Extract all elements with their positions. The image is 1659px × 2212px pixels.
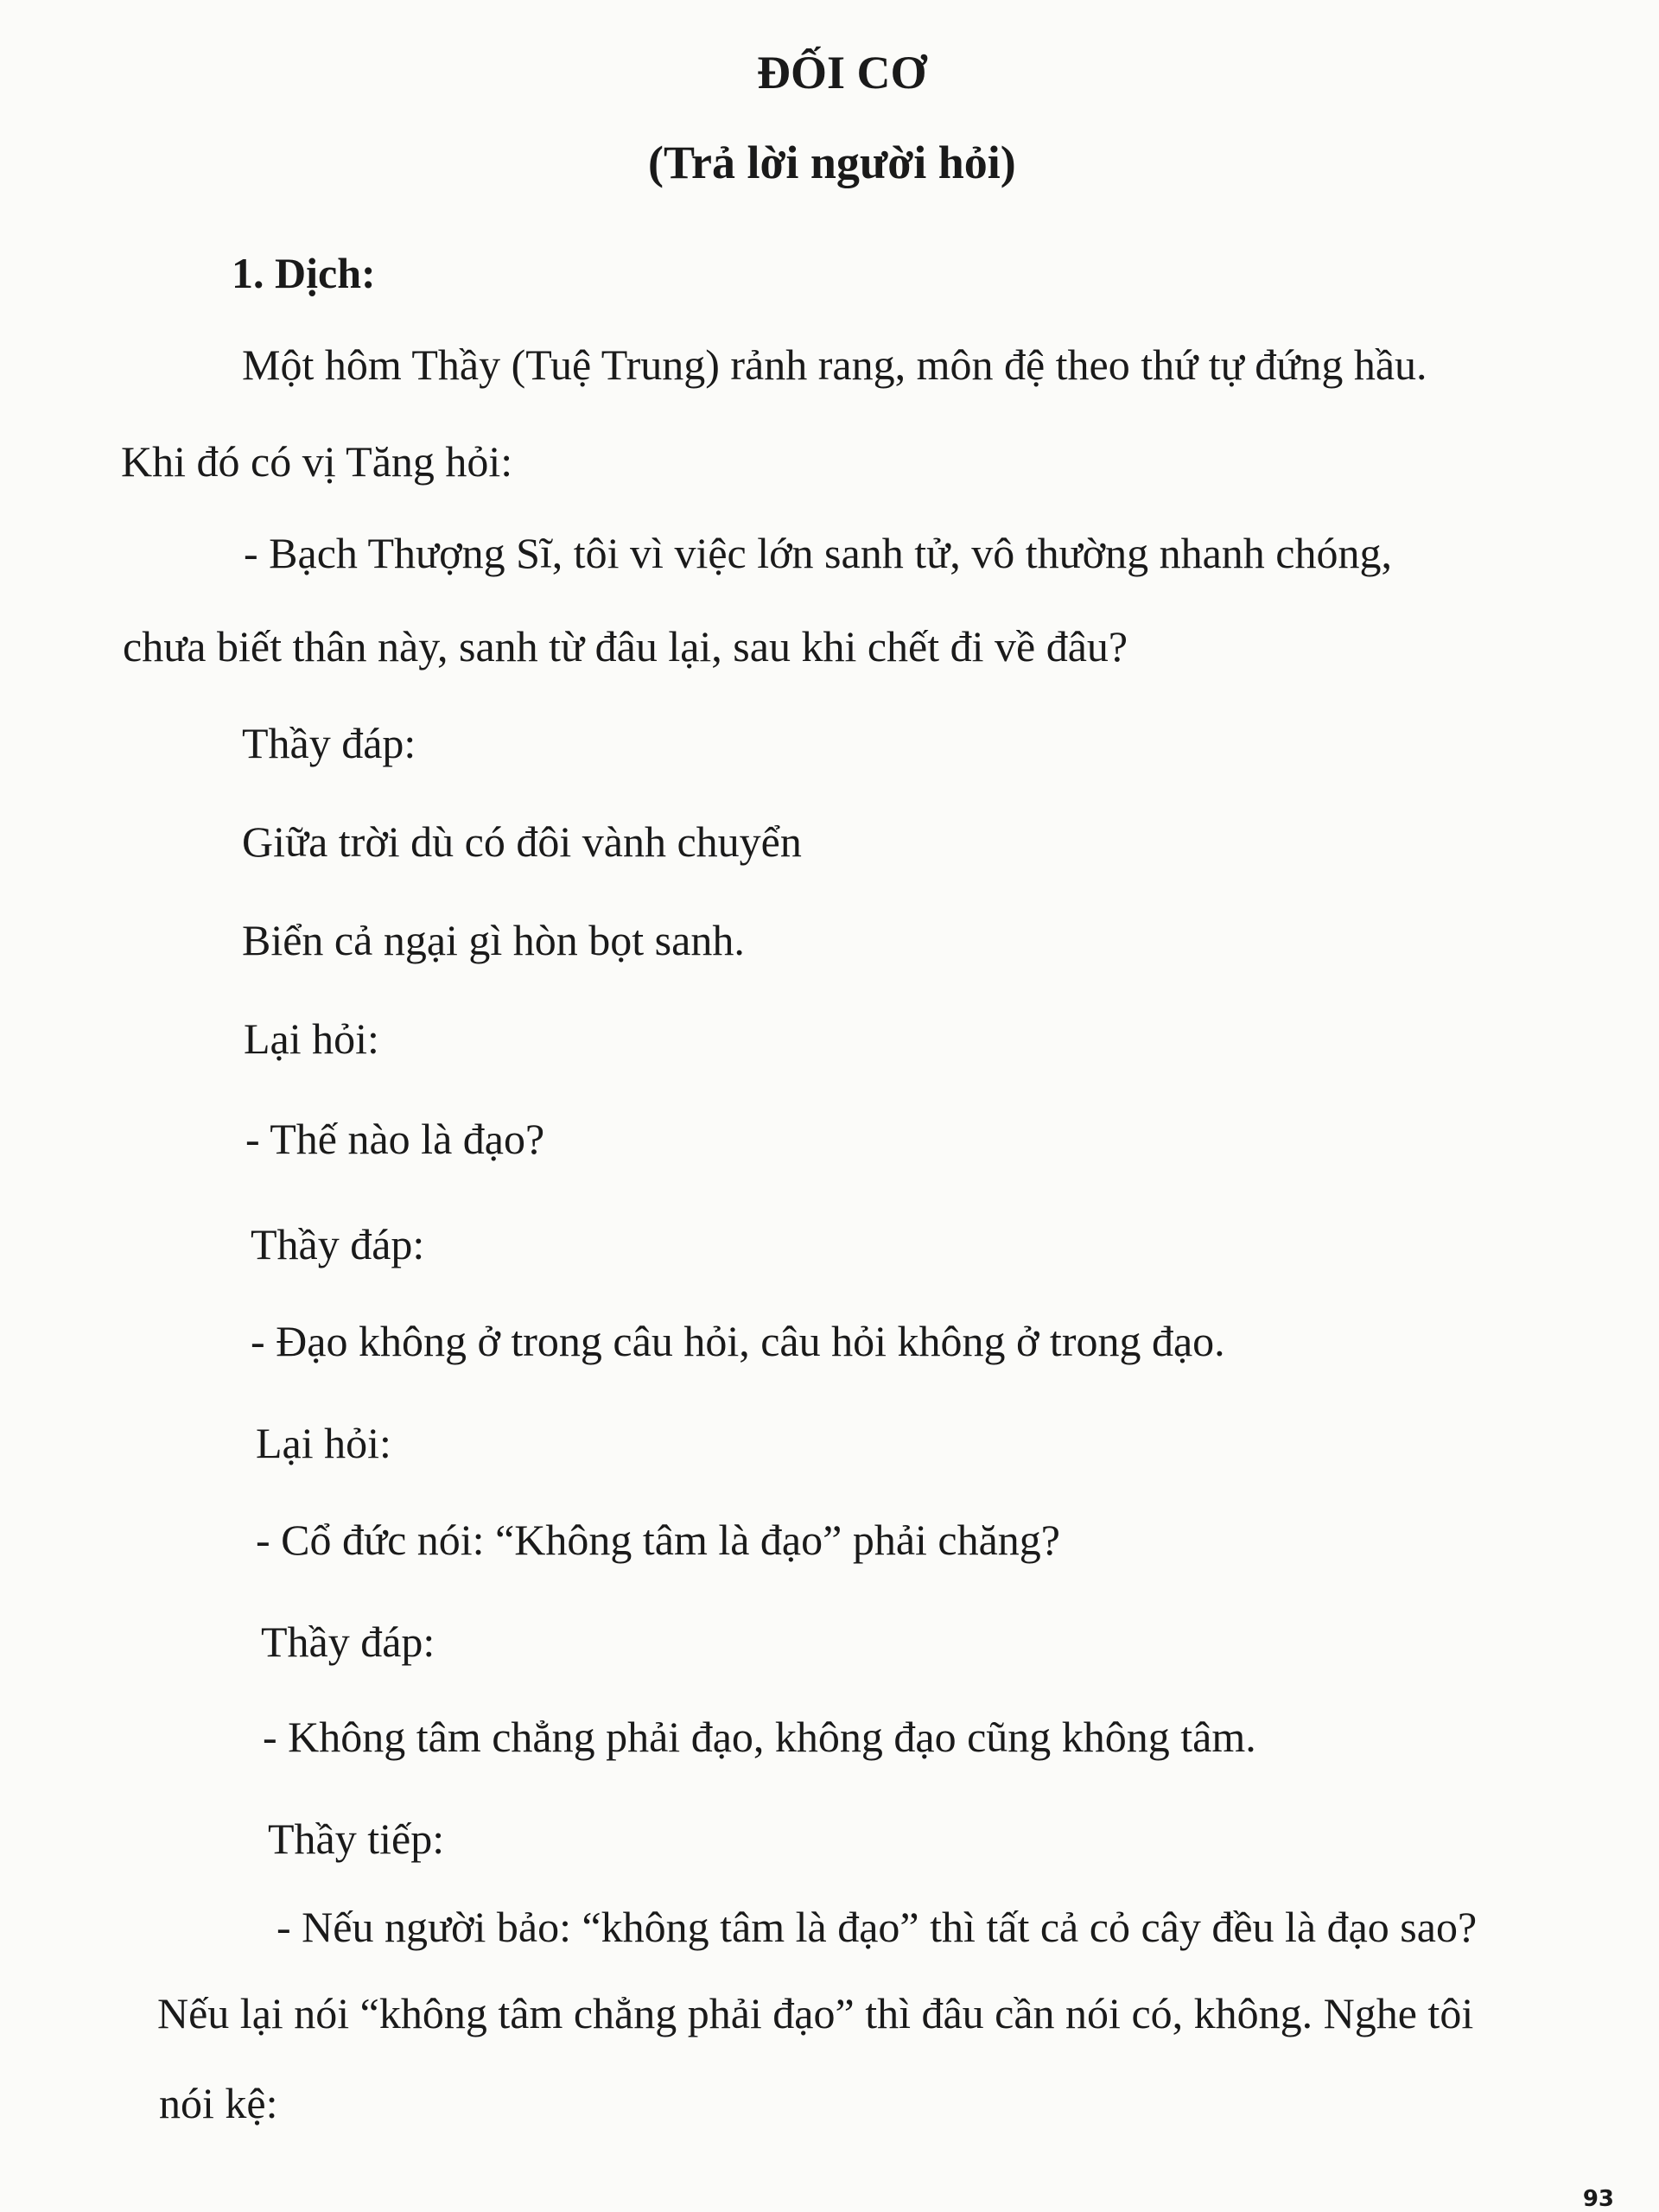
body-line: Thầy tiếp: (268, 1815, 445, 1863)
body-line: Lại hỏi: (244, 1014, 379, 1063)
body-line: Nếu lại nói “không tâm chẳng phải đạo” thì đâu cần nói có, không. Nghe tôi (157, 1989, 1474, 2037)
body-line: - Cổ đức nói: “Không tâm là đạo” phải chăng? (256, 1516, 1060, 1564)
verse-line: Biển cả ngại gì hòn bọt sanh. (242, 916, 745, 964)
body-line: Lại hỏi: (256, 1419, 391, 1467)
body-line: - Thế nào là đạo? (245, 1115, 545, 1163)
page-number: 93 (1582, 2186, 1614, 2212)
verse-line: Giữa trời dù có đôi vành chuyển (242, 817, 802, 866)
chapter-title: ĐỐI CƠ (757, 47, 927, 99)
body-line: Một hôm Thầy (Tuệ Trung) rảnh rang, môn đệ theo thứ tự đứng hầu. (242, 340, 1427, 389)
body-line: - Không tâm chẳng phải đạo, không đạo cũng không tâm. (263, 1713, 1256, 1761)
body-line: - Nếu người bảo: “không tâm là đạo” thì tất cả cỏ cây đều là đạo sao? (276, 1903, 1478, 1951)
body-line: Thầy đáp: (251, 1220, 425, 1268)
body-line: - Đạo không ở trong câu hỏi, câu hỏi không ở trong đạo. (251, 1317, 1225, 1365)
body-line: Thầy đáp: (261, 1618, 435, 1666)
section-heading: 1. Dịch: (232, 249, 376, 297)
body-line: Thầy đáp: (242, 719, 416, 767)
body-line: chưa biết thân này, sanh từ đâu lại, sau khi chết đi về đâu? (123, 622, 1128, 671)
body-line: nói kệ: (159, 2079, 278, 2127)
body-line: Khi đó có vị Tăng hỏi: (121, 437, 513, 486)
chapter-subtitle: (Trả lời người hỏi) (648, 137, 1016, 188)
body-line: - Bạch Thượng Sĩ, tôi vì việc lớn sanh tử, vô thường nhanh chóng, (244, 529, 1393, 577)
